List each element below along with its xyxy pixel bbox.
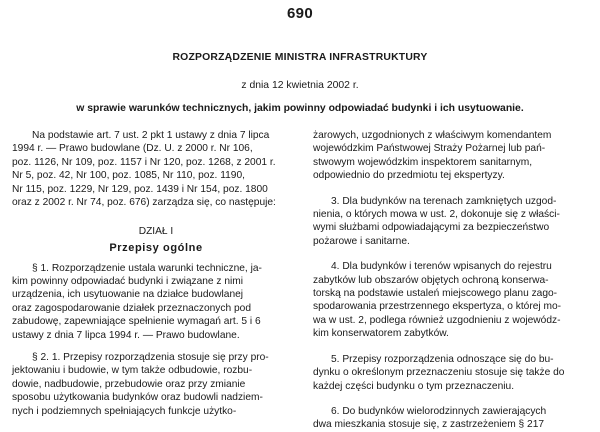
paragraph-1-line: ustawy z dnia 7 lipca 1994 r. — Prawo budowlane. bbox=[12, 329, 240, 341]
right-column bbox=[313, 129, 591, 432]
paragraph-1-line: oraz zagospodarowanie działek przeznaczonych pod bbox=[12, 302, 251, 314]
paragraph-1-line: § 1. Rozporządzenie ustala warunki techniczne, ja- bbox=[32, 262, 262, 274]
intro-line: poz. 1126, Nr 109, poz. 1157 i Nr 120, poz. 1268, z 2001 r. bbox=[12, 156, 276, 168]
continuation-line: wojewódzkim Państwowej Straży Pożarnej lub pań- bbox=[313, 143, 546, 155]
regulation-title: ROZPORZĄDZENIE MINISTRA INFRASTRUKTURY bbox=[172, 52, 428, 63]
intro-line: Nr 5, poz. 42, Nr 100, poz. 1085, Nr 110, poz. 1190, bbox=[12, 170, 245, 182]
left-column bbox=[12, 129, 300, 418]
continuation-line: odpowiednio do przedmiotu tej ekspertyzy. bbox=[313, 170, 505, 182]
section-4-line: kim konserwatorem zabytków. bbox=[313, 328, 449, 340]
continuation-line: żarowych, uzgodnionych z właściwym komendantem bbox=[313, 130, 552, 141]
section-6-line: dwa mieszkania stosuje się, z zastrzeżeniem § 217 bbox=[313, 419, 545, 431]
paragraph-2-line: sposobu użytkowania budynków oraz budowli nadziem- bbox=[12, 392, 263, 404]
section-5-line: 5. Przepisy rozporządzenia odnoszące się do bu- bbox=[331, 353, 554, 365]
paragraph-2-line: § 2. 1. Przepisy rozporządzenia stosuje się przy pro- bbox=[32, 352, 269, 364]
intro-line: oraz z 2002 r. Nr 74, poz. 676) zarządza się, co następuje: bbox=[12, 197, 276, 209]
paragraph-1-line: zabudowę, zapewniające spełnienie wymagań art. 5 i 6 bbox=[12, 316, 261, 328]
section-4-line: torską na podstawie ustaleń miejscowego planu zago- bbox=[313, 288, 558, 300]
paragraph-2-line: nych i podziemnych spełniających funkcje użytko- bbox=[12, 405, 237, 417]
paragraph-2-line: dowie, nadbudowie, przebudowie oraz przy zmianie bbox=[12, 378, 246, 390]
intro-line: Nr 115, poz. 1229, Nr 129, poz. 1439 i Nr 154, poz. 1800 bbox=[12, 183, 268, 195]
section-6-line: 6. Do budynków wielorodzinnych zawierających bbox=[331, 405, 547, 417]
section-3-line: wymi służbami odpowiadającymi za bezpieczeństwo bbox=[313, 222, 550, 234]
paragraph-1-line: urządzenia, ich usytuowanie na działce budowlanej bbox=[12, 289, 244, 301]
division-label: DZIAŁ I bbox=[138, 225, 174, 237]
section-4-line: zabytków lub obszarów objętych ochroną konserwa- bbox=[313, 274, 549, 286]
act-number: 690 bbox=[287, 5, 313, 22]
regulation-date: z dnia 12 kwietnia 2002 r. bbox=[241, 80, 359, 91]
continuation-line: stwowym wojewódzkim inspektorem sanitarnym, bbox=[313, 156, 533, 168]
intro-line: Na podstawie art. 7 ust. 2 pkt 1 ustawy z dnia 7 lipca bbox=[32, 130, 270, 141]
section-4-line: 4. Dla budynków i terenów wpisanych do rejestru bbox=[331, 261, 552, 273]
paragraph-1-line: kim powinny odpowiadać budynki i związane z nimi bbox=[12, 276, 244, 288]
intro-line: 1994 r. — Prawo budowlane (Dz. U. z 2000 r. Nr 106, bbox=[12, 143, 253, 155]
paragraph-2-line: jektowaniu i budowie, w tym także odbudowie, rozbu- bbox=[12, 365, 253, 377]
section-5-line: każdej części budynku o tym przeznaczeniu. bbox=[313, 380, 515, 392]
section-4-line: spodarowania przestrzennego ekspertyza, o której mo- bbox=[313, 301, 562, 313]
regulation-subject: w sprawie warunków technicznych, jakim powinny odpowiadać budynki i ich usytuowanie. bbox=[76, 103, 524, 114]
section-3-line: nienia, o których mowa w ust. 2, dokonuje się z właści- bbox=[313, 209, 560, 221]
section-5-line: dynku o określonym przeznaczeniu stosuje się także do bbox=[313, 367, 565, 379]
section-3-line: pożarowe i sanitarne. bbox=[313, 235, 410, 247]
section-4-line: wa w ust. 2, podlega również uzgodnieniu z wojewódz- bbox=[313, 314, 561, 326]
division-title: Przepisy ogólne bbox=[109, 242, 203, 255]
section-3-line: 3. Dla budynków na terenach zamkniętych uzgod- bbox=[331, 195, 557, 207]
